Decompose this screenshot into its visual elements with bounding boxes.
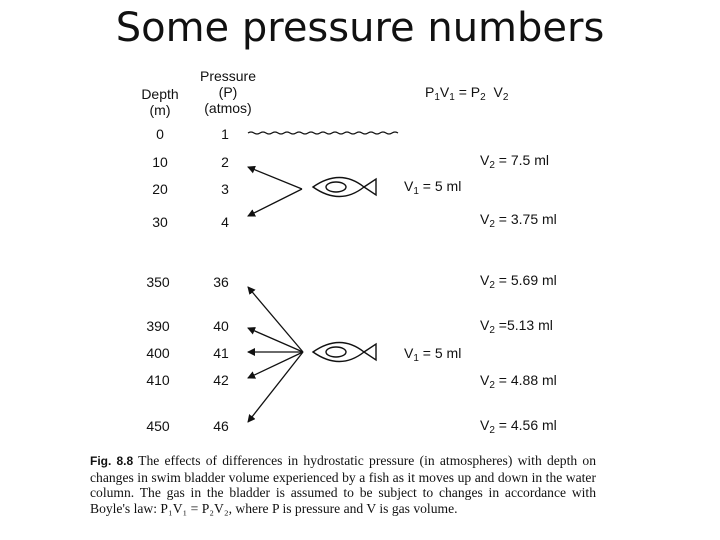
pressure-header: Pressure (P) (atmos) [199,68,257,116]
water-surface-line [248,132,398,134]
depth-value: 450 [146,418,170,434]
v2-result: $V_2 = 3.75$ ml [480,211,557,230]
pressure-value: 41 [213,345,229,361]
depth-value: 20 [152,181,168,197]
depth-value: 10 [152,154,168,170]
caption-text: The effects of differences in hydrostatic pressure (in atmospheres) with depth on changes in swim bladder volume experienced by a fish as it moves up and down in the water column. The gas in the bladder is assumed to be subject to changes in accordance with Boyle's law: P₁V₁ = P₂V₂, where P is pressure and V is gas volume. [90,453,596,516]
fish-icon [313,178,376,197]
depth-value: 30 [152,214,168,230]
depth-value: 410 [146,372,170,388]
v1-label: $V_1 = 5$ ml [404,345,462,364]
depth-header: Depth (m) [141,86,179,118]
pressure-value: 40 [213,318,229,334]
figure-caption [90,453,596,516]
depth-value: 390 [146,318,170,334]
v2-result: $V_2 = 5.69$ ml [480,272,557,291]
pressure-value: 1 [221,126,229,142]
pressure-value: 2 [221,154,229,170]
v2-result: $V_2 = 4.88$ ml [480,372,557,391]
v1-label: $V_1 = 5$ ml [404,178,462,197]
arrow-up [248,328,303,352]
depth-value: 400 [146,345,170,361]
arrow-up [248,287,303,352]
arrow-up [248,167,302,189]
arrow-down [248,189,302,216]
v2-result: $V_2 =5.13$ ml [480,317,553,336]
v2-result: $V_2 = 4.56$ ml [480,417,557,436]
pressure-value: 46 [213,418,229,434]
arrow-down [248,352,303,422]
v2-result: $V_2 = 7.5$ ml [480,152,549,171]
pressure-value: 3 [221,181,229,197]
pressure-value: 36 [213,274,229,290]
pressure-value: 42 [213,372,229,388]
figure-label: Fig. 8.8 [90,454,134,468]
fish-icon [313,343,376,362]
boyles-law-formula: $P_1V_1 = P_2$ $V_2$ [425,84,509,103]
arrow-down [248,352,303,378]
depth-value: 0 [156,126,164,142]
depth-value: 350 [146,274,170,290]
pressure-value: 4 [221,214,229,230]
slide-title: Some pressure numbers [115,5,605,51]
